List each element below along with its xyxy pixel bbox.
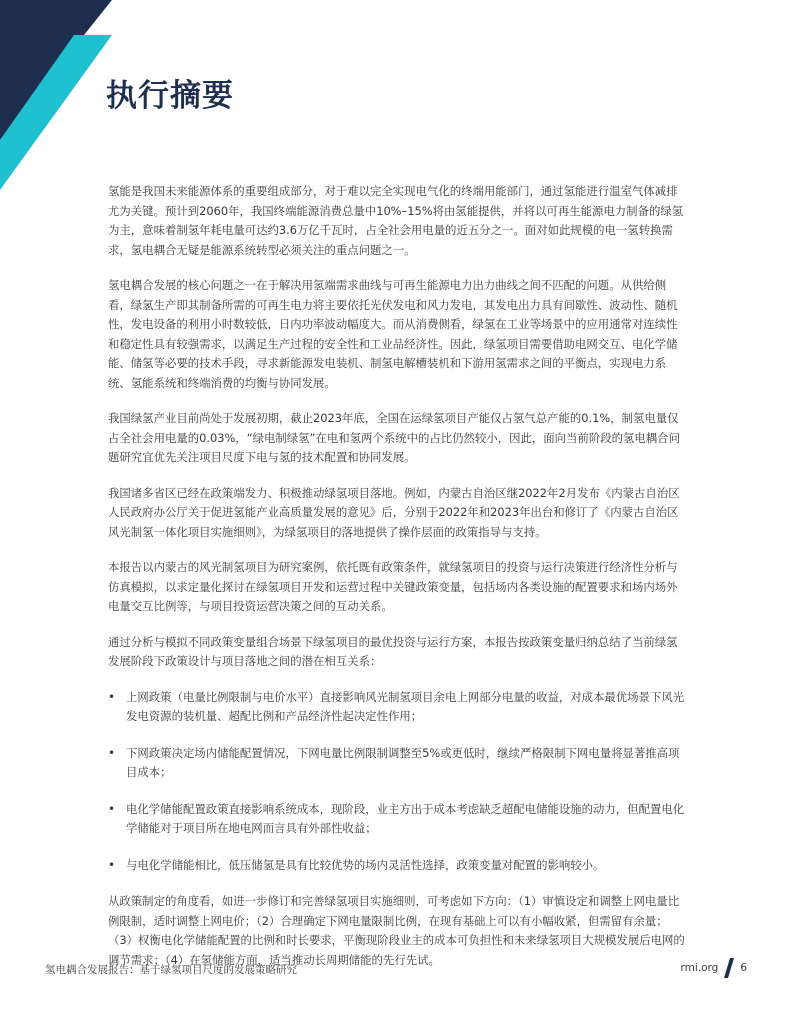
slash-icon — [724, 958, 734, 978]
body-content — [108, 182, 686, 986]
page-number: 6 — [740, 962, 747, 974]
paragraph: 氢电耦合发展的核心问题之一在于解决用氢端需求曲线与可再生能源电力出力曲线之间不匹配的问题。从供给侧看，绿氢生产即其制备所需的可再生电力将主要依托光伏发电和风力发电，其发电出力具有间歇性、波动性、随机性，发电设备的利用小时数较低，日内功率波动幅度大。而从消费侧看，绿氢在工业等场景中的应用通常对连续性和稳定性具有较强需求，以满足生产过程的安全性和工业品经济性。因此，绿氢项目需要借助电网交互、电化学储能、储氢等必要的技术手段，寻求新能源发电装机、制氢电解槽装机和下游用氢需求之间的平衡点，实现电力系统、氢能系统和终端消费的均衡与协同发展。 — [108, 278, 678, 390]
footer-report-title: 氢电耦合发展报告：基于绿氢项目尺度的发展策略研究 — [45, 964, 297, 976]
paragraph: 我国绿氢产业目前尚处于发展初期，截止2023年底，全国在运绿氢项目产能仅占氢气总产能的0.1%，制氢电量仅占全社会用电量的0.03%，“绿电制绿氢”在电和氢两个系统中的占比仍然较小，因此，面向当前阶段的氢电耦合问题研究宜优先关注项目尺度下电与氢的技术配置和协同发展。 — [108, 411, 680, 464]
site-link[interactable]: rmi.org — [680, 962, 719, 974]
paragraph: 通过分析与模拟不同政策变量组合场景下绿氢项目的最优投资与运行方案，本报告按政策变量归纳总结了当前绿氢发展阶段下政策设计与项目落地之间的潜在相互关系： — [108, 634, 678, 668]
closing-paragraph: 从政策制定的角度看，如进一步修订和完善绿氢项目实施细则，可考虑如下方向：（1）审慎设定和调整上网电量比例限制，适时调整上网电价；（2）合理确定下网电量限制比例，在现有基础上可以有小幅收紧，但需留有余量；（3）权衡电化学储能配置的比例和时长要求，平衡现阶段业主的成本可负担性和未来绿氢项目大规模发展后电网的调节需求；（4）在氢储能方面，适当推动长周期储能的先行先试。 — [108, 894, 685, 967]
list-item: • 电化学储能配置政策直接影响系统成本，现阶段，业主方出于成本考虑缺乏超配电储能设施的动力，但配置电化学储能对于项目所在地电网而言具有外部性收益； — [108, 800, 686, 839]
list-item: • 上网政策（电量比例限制与电价水平）直接影响风光制氢项目余电上网部分电量的收益，对成本最优场景下风光发电资源的装机量、超配比例和产品经济性起决定性作用； — [108, 688, 686, 727]
list-item: • 与电化学储能相比，低压储氢是具有比较优势的场内灵活性选择，政策变量对配置的影响较小。 — [108, 856, 686, 876]
footer-right — [680, 958, 747, 978]
paragraph: 我国诸多省区已经在政策端发力、积极推动绿氢项目落地。例如，内蒙古自治区继2022年2月发布《内蒙古自治区人民政府办公厅关于促进氢能产业高质量发展的意见》后，分别于2022年和2023年出台和修订了《内蒙古自治区风光制氢一体化项目实施细则》，为绿氢项目的落地提供了操作层面的政策指导与支持。 — [108, 485, 680, 539]
paragraph: 本报告以内蒙古的风光制氢项目为研究案例，依托既有政策条件，就绿氢项目的投资与运行决策进行经济性分析与仿真模拟，以求定量化探讨在绿氢项目开发和运营过程中关键政策变量，包括场内各类设施的配置要求和场内场外电量交互比例等，与项目投资运营决策之间的互动关系。 — [108, 560, 678, 613]
list-item: • 下网政策决定场内储能配置情况，下网电量比例限制调整至5%或更低时，继续严格限制下网电量将显著推高项目成本； — [108, 744, 686, 783]
findings-list — [108, 688, 686, 876]
paragraph: 氢能是我国未来能源体系的重要组成部分，对于难以完全实现电气化的终端用能部门，通过氢能进行温室气体减排尤为关键。预计到2060年，我国终端能源消费总量中10%–15%将由氢能提供，并将以可再生能源电力制备的绿氢为主，意味着制氢年耗电量可达约3.6万亿千瓦时，占全社会用电量的近五分之一。面对如此规模的电一氢转换需求，氢电耦合无疑是能源系统转型必须关注的重点问题之一。 — [108, 184, 684, 257]
page-title: 执行摘要 — [106, 78, 234, 114]
